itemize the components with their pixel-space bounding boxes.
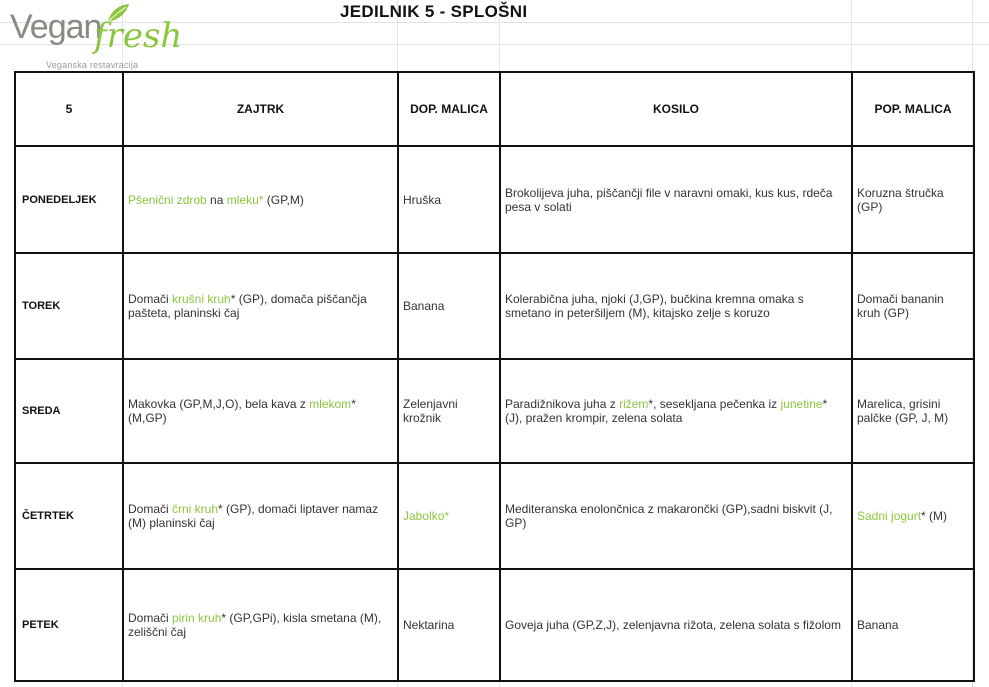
pop-malica-cell xyxy=(852,463,974,569)
highlighted-ingredient: mleku* xyxy=(226,192,264,207)
day-label: ČETRTEK xyxy=(15,463,123,569)
highlighted-ingredient: krušni kruh xyxy=(172,292,231,306)
day-row xyxy=(15,359,974,463)
menu-text: * (J), pražen krompir, zelena solata xyxy=(505,397,828,425)
vegan-fresh-logo xyxy=(8,2,183,74)
kosilo-cell xyxy=(500,359,852,463)
pop-malica-cell xyxy=(852,253,974,359)
kosilo-cell xyxy=(500,569,852,681)
logo-vegan-text: Vegan xyxy=(10,8,102,46)
header-row xyxy=(15,72,974,146)
menu-text: Banana xyxy=(403,299,445,313)
menu-table xyxy=(14,71,975,682)
day-label: TOREK xyxy=(15,253,123,359)
header-pop-malica: POP. MALICA xyxy=(852,72,974,146)
day-row xyxy=(15,146,974,253)
dop-malica-cell xyxy=(398,569,500,681)
menu-text: (GP,M) xyxy=(263,192,304,207)
menu-text: * (GP), domači liptaver namaz (M) planinski čaj xyxy=(128,502,379,530)
header-dop-malica: DOP. MALICA xyxy=(398,72,500,146)
logo-fresh-text: fresh xyxy=(94,16,183,56)
menu-text: Marelica, grisini palčke (GP, J, M) xyxy=(857,397,949,425)
menu-text: * (M,GP) xyxy=(128,397,356,425)
zajtrk-cell xyxy=(123,463,398,569)
menu-text: Kolerabična juha, njoki (J,GP), bučkina kremna omaka s smetano in peteršiljem (M), kitajsko zelje s koruzo xyxy=(505,292,804,320)
menu-text: Domači xyxy=(128,611,173,625)
menu-text: Domači bananin kruh (GP) xyxy=(857,292,944,320)
menu-text: Hruška xyxy=(403,192,442,207)
menu-text: * (GP,GPi), kisla smetana (M), zeliščni čaj xyxy=(128,611,382,639)
highlighted-ingredient: Jabolko* xyxy=(403,509,450,523)
menu-text: Goveja juha (GP,Z,J), zelenjavna rižota, zelena solata s fižolom xyxy=(505,618,841,632)
kosilo-cell xyxy=(500,146,852,253)
logo-tagline: Veganska restavracija xyxy=(46,60,139,70)
zajtrk-cell xyxy=(123,146,398,253)
menu-text: Domači xyxy=(128,502,173,516)
header-week-number: 5 xyxy=(15,72,123,146)
menu-text: Banana xyxy=(857,618,899,632)
kosilo-cell xyxy=(500,463,852,569)
menu-text: Brokolijeva juha, piščančji file v naravni omaki, kus kus, rdeča pesa v solati xyxy=(505,185,833,214)
kosilo-cell xyxy=(500,253,852,359)
menu-text: * (M) xyxy=(921,509,948,523)
dop-malica-cell xyxy=(398,463,500,569)
header-zajtrk: ZAJTRK xyxy=(123,72,398,146)
day-row xyxy=(15,569,974,681)
dop-malica-cell xyxy=(398,146,500,253)
zajtrk-cell xyxy=(123,253,398,359)
dop-malica-cell xyxy=(398,253,500,359)
menu-text: *, sesekljana pečenka iz xyxy=(648,397,781,411)
highlighted-ingredient: pirin kruh xyxy=(172,611,222,625)
highlighted-ingredient: junetine xyxy=(780,397,823,411)
highlighted-ingredient: Sadni jogurt xyxy=(857,509,922,523)
dop-malica-cell xyxy=(398,359,500,463)
menu-text: * (GP), domača piščančja pašteta, planinski čaj xyxy=(128,292,367,320)
highlighted-ingredient: mlekom xyxy=(309,397,352,411)
menu-text: Mediteranska enolončnica z makarončki (GP),sadni biskvit (J, GP) xyxy=(505,502,833,530)
highlighted-ingredient: rižem xyxy=(619,397,649,411)
day-label: SREDA xyxy=(15,359,123,463)
zajtrk-cell xyxy=(123,569,398,681)
menu-text: Makovka (GP,M,J,O), bela kava z xyxy=(128,397,310,411)
day-row xyxy=(15,463,974,569)
page-title: JEDILNIK 5 - SPLOŠNI xyxy=(340,2,528,21)
menu-text: Koruzna štručka (GP) xyxy=(857,185,944,214)
header-kosilo: KOSILO xyxy=(500,72,852,146)
menu-text: Zelenjavni krožnik xyxy=(403,397,458,425)
menu-text: Paradižnikova juha z xyxy=(505,397,620,411)
menu-text: Domači xyxy=(128,292,173,306)
pop-malica-cell xyxy=(852,359,974,463)
day-label: PETEK xyxy=(15,569,123,681)
day-label: PONEDELJEK xyxy=(15,146,123,253)
pop-malica-cell xyxy=(852,146,974,253)
day-row xyxy=(15,253,974,359)
highlighted-ingredient: Pšenični zdrob xyxy=(128,192,207,207)
pop-malica-cell xyxy=(852,569,974,681)
highlighted-ingredient: črni kruh xyxy=(172,502,219,516)
menu-text: na xyxy=(206,192,227,207)
zajtrk-cell xyxy=(123,359,398,463)
menu-text: Nektarina xyxy=(403,618,455,632)
